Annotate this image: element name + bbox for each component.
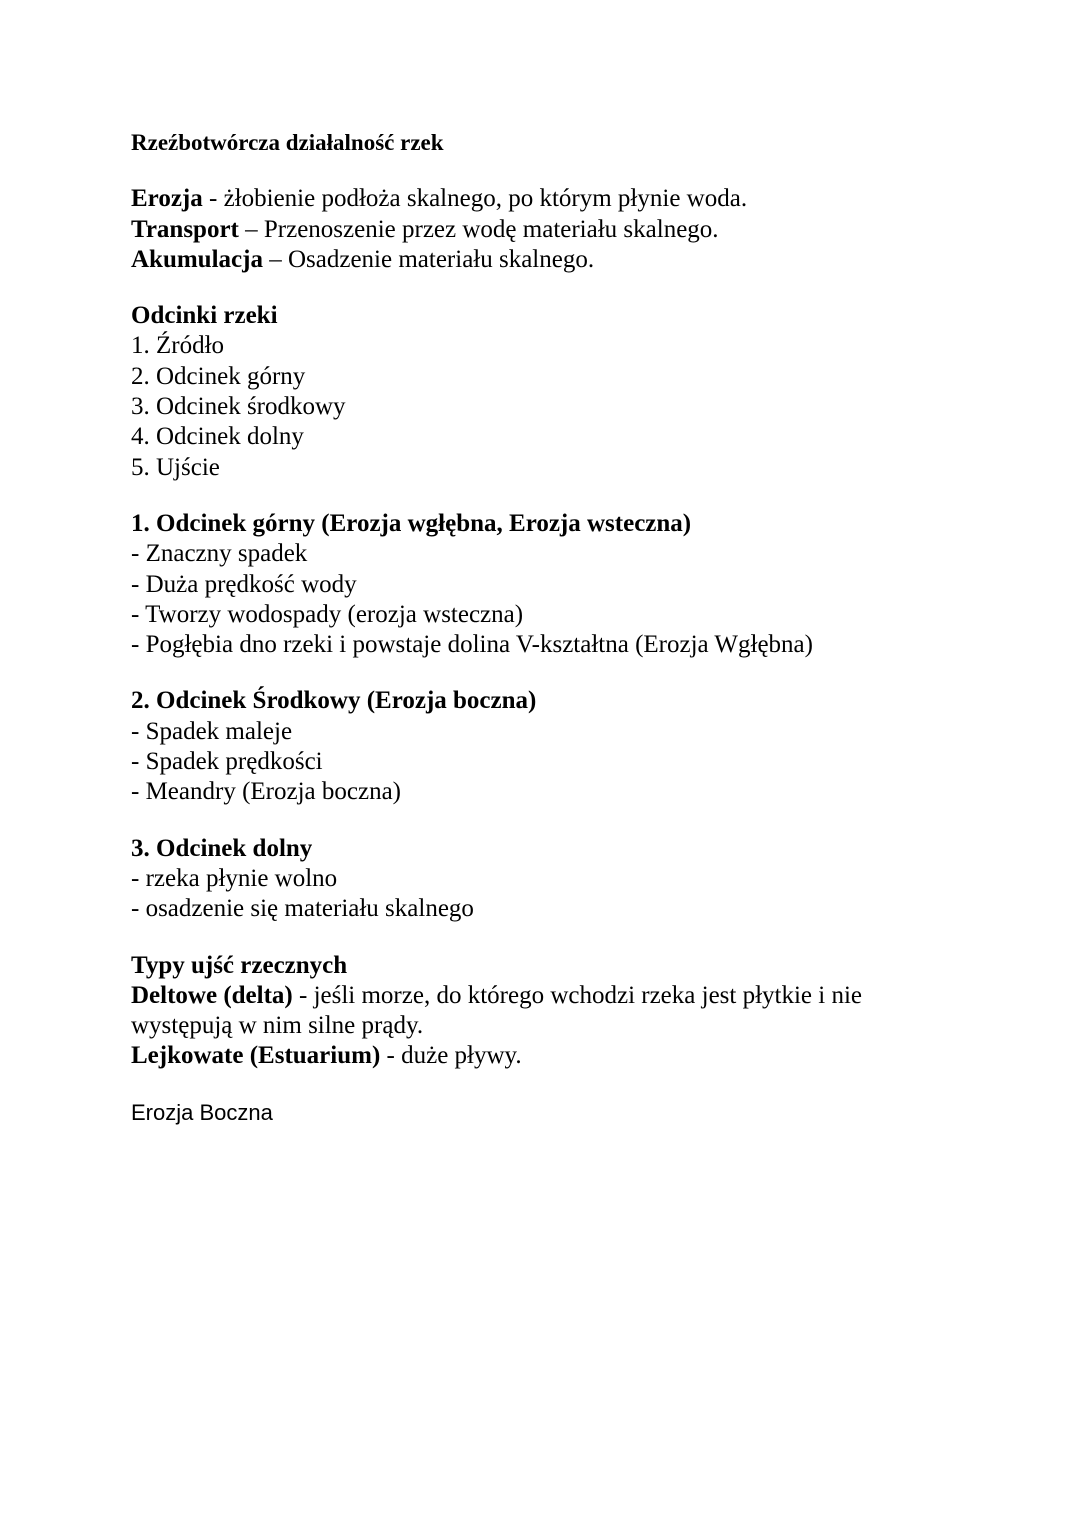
definition-term: Akumulacja xyxy=(131,245,263,273)
list-item: 2. Odcinek górny xyxy=(131,362,306,390)
list-item: - Spadek prędkości xyxy=(131,748,323,776)
list-item: - Znaczny spadek xyxy=(131,540,308,568)
list-item: - Tworzy wodospady (erozja wsteczna) xyxy=(131,600,524,628)
river-sections-block xyxy=(131,301,1031,483)
list-item: - Meandry (Erozja boczna) xyxy=(131,778,401,806)
delta-definition xyxy=(131,981,1031,1011)
estuary-definition xyxy=(131,1041,1031,1071)
list-item: - Duża prędkość wody xyxy=(131,570,357,598)
definition-text: Przenoszenie przez wodę materiału skalnego. xyxy=(263,215,719,243)
definition-separator: – xyxy=(262,245,288,273)
definition-term: Lejkowate (Estuarium) xyxy=(131,1042,381,1070)
definition-text: Osadzenie materiału skalnego. xyxy=(287,245,595,273)
upper-course-block xyxy=(131,509,1031,660)
lower-course-block xyxy=(131,834,1031,925)
section-heading: 1. Odcinek górny (Erozja wgłębna, Erozja wsteczna) xyxy=(131,509,692,537)
section-heading: 3. Odcinek dolny xyxy=(131,834,313,862)
section-heading: 2. Odcinek Środkowy (Erozja boczna) xyxy=(131,687,537,715)
definition-term: Deltowe (delta) xyxy=(131,981,293,1009)
document-title: Rzeźbotwórcza działalność rzek xyxy=(131,130,444,155)
definition-text: - jeśli morze, do którego wchodzi rzeka jest płytkie i nie xyxy=(292,981,863,1009)
definition-accumulation xyxy=(131,245,1031,275)
section-heading: Odcinki rzeki xyxy=(131,302,278,330)
document-page xyxy=(131,128,1031,1128)
definition-separator: - xyxy=(202,185,224,213)
definition-text: - duże pływy. xyxy=(380,1042,522,1070)
list-item: - osadzenie się materiału skalnego xyxy=(131,895,474,923)
definition-term: Transport xyxy=(131,215,239,243)
section-heading: Typy ujść rzecznych xyxy=(131,951,348,979)
footer-note: Erozja Boczna xyxy=(131,1099,273,1125)
definitions-block xyxy=(131,184,1031,275)
list-item: 3. Odcinek środkowy xyxy=(131,393,346,421)
list-item: - Spadek maleje xyxy=(131,717,293,745)
list-item: 1. Źródło xyxy=(131,332,225,360)
list-item: - Pogłębia dno rzeki i powstaje dolina V-kształtna (Erozja Wgłębna) xyxy=(131,631,813,659)
list-item: 4. Odcinek dolny xyxy=(131,423,304,451)
definition-transport xyxy=(131,215,1031,245)
river-mouths-block xyxy=(131,951,1031,1072)
definition-separator: – xyxy=(238,215,264,243)
definition-term: Erozja xyxy=(131,185,203,213)
definition-erosion xyxy=(131,184,1031,214)
definition-text: żłobienie podłoża skalnego, po którym płynie woda. xyxy=(223,185,748,213)
delta-definition-continued: występują w nim silne prądy. xyxy=(131,1012,424,1040)
list-item: 5. Ujście xyxy=(131,453,220,481)
list-item: - rzeka płynie wolno xyxy=(131,864,338,892)
middle-course-block xyxy=(131,686,1031,807)
